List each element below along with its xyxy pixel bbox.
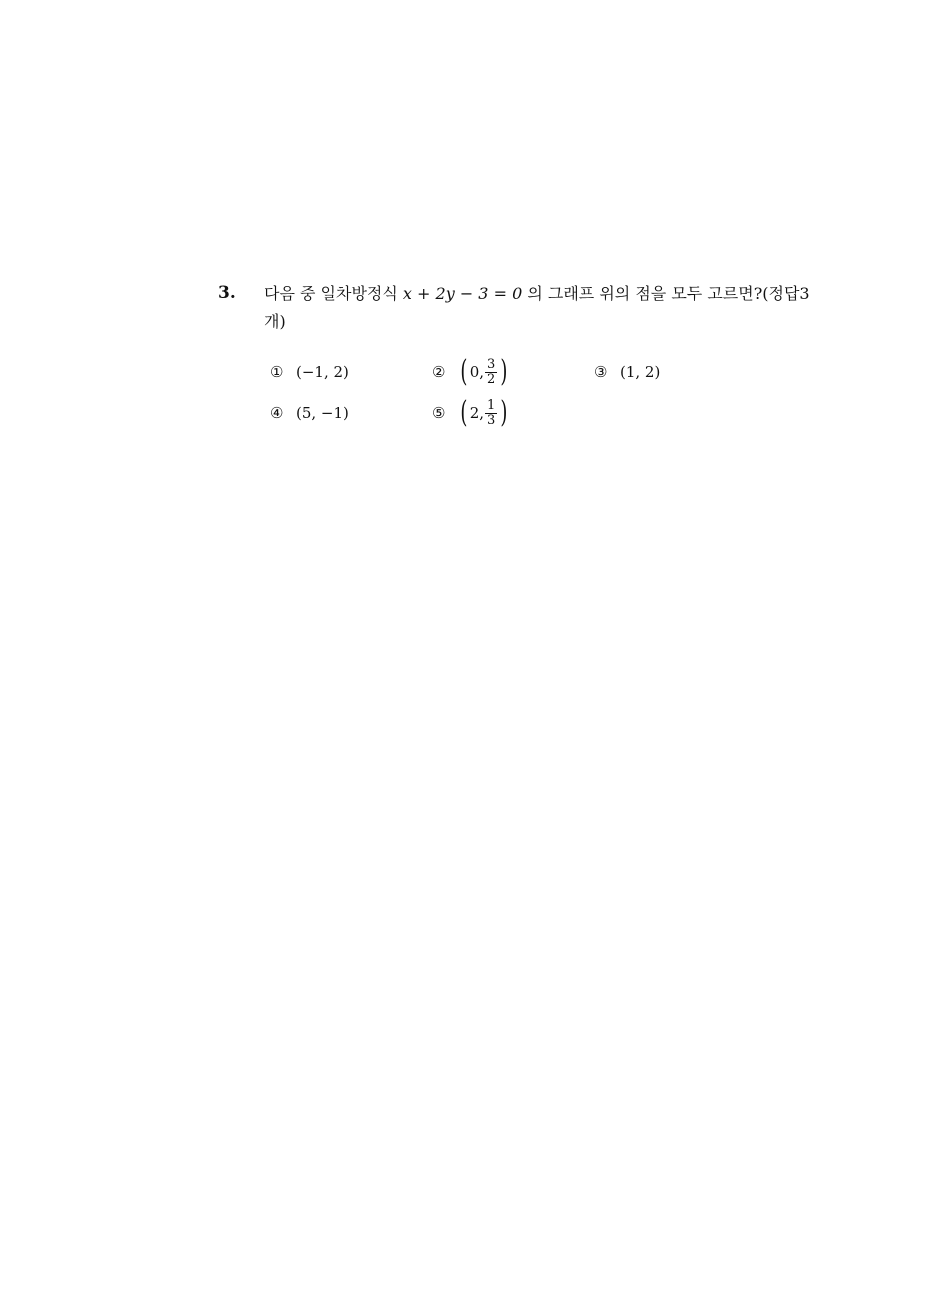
option-2-prefix: 0, [469, 363, 485, 381]
question-text [264, 284, 810, 304]
equation: x + 2y − 3 = 0 [402, 284, 523, 303]
option-2[interactable] [432, 352, 510, 392]
question-number: 3. [218, 283, 236, 303]
option-5-denominator: 3 [487, 412, 496, 428]
option-3-marker: ③ [594, 363, 608, 381]
right-paren: ) [500, 354, 508, 389]
option-5[interactable] [432, 393, 510, 433]
option-4[interactable] [270, 393, 349, 433]
option-2-marker: ② [432, 363, 446, 381]
option-5-marker: ⑤ [432, 404, 446, 422]
question-text-after: 의 그래프 위의 점을 모두 고르면?(정답3 [522, 284, 810, 303]
option-2-fraction [485, 358, 497, 387]
question-text-before: 다음 중 일차방정식 [264, 284, 403, 303]
option-1-marker: ① [270, 363, 284, 381]
option-4-marker: ④ [270, 404, 284, 422]
right-paren: ) [500, 395, 508, 430]
option-4-value: (5, −1) [296, 404, 349, 422]
option-1[interactable] [270, 352, 349, 392]
option-2-denominator: 2 [487, 371, 496, 387]
question-text-line2: 개) [264, 312, 286, 331]
option-3-value: (1, 2) [620, 363, 661, 381]
option-5-numerator: 1 [487, 397, 496, 413]
option-2-numerator: 3 [487, 356, 496, 372]
option-3[interactable] [594, 352, 660, 392]
left-paren: ( [460, 395, 468, 430]
left-paren: ( [460, 354, 468, 389]
option-5-prefix: 2, [469, 404, 485, 422]
option-1-value: (−1, 2) [296, 363, 349, 381]
option-5-fraction [485, 399, 497, 428]
